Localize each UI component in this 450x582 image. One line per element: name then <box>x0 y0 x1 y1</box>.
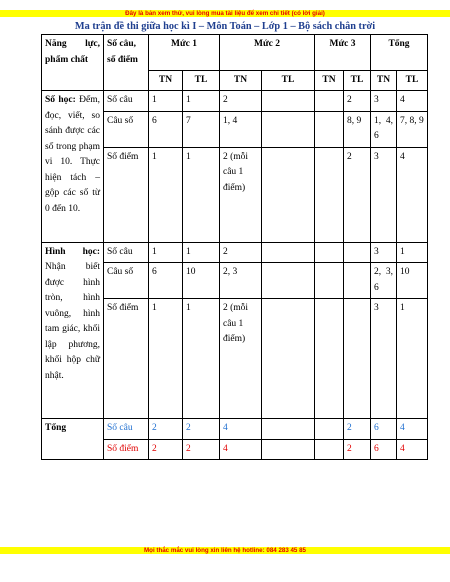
cell: 4 <box>220 439 262 460</box>
cell: 2 (mỗi câu 1 điểm) <box>220 147 262 242</box>
cell: 1 <box>149 242 183 263</box>
header-muc-3: Mức 3 <box>315 35 371 71</box>
cell: 2 (mỗi câu 1 điểm) <box>220 299 262 419</box>
header-tl: TL <box>397 70 428 91</box>
cell <box>262 419 315 440</box>
header-nang-luc: Năng lực, phẩm chất <box>42 35 104 71</box>
cell <box>344 242 371 263</box>
cell <box>315 91 344 112</box>
cell: 8, 9 <box>344 111 371 147</box>
cell: 4 <box>397 439 428 460</box>
header-tong: Tổng <box>371 35 428 71</box>
cell: 1 <box>397 242 428 263</box>
cell: 2 <box>183 439 220 460</box>
cell: 6 <box>371 439 397 460</box>
cell: 7 <box>183 111 220 147</box>
group-so-hoc-cell <box>42 91 104 243</box>
cell <box>262 147 315 242</box>
cell: 1 <box>183 91 220 112</box>
cell: 4 <box>220 419 262 440</box>
row-label: Số câu <box>104 419 149 440</box>
cell <box>262 111 315 147</box>
cell: 2 <box>344 439 371 460</box>
cell: 10 <box>183 263 220 299</box>
cell: 6 <box>149 111 183 147</box>
cell: 2, 3, 6 <box>371 263 397 299</box>
cell: 2 <box>344 147 371 242</box>
header-spacer <box>42 70 104 91</box>
cell: 4 <box>397 91 428 112</box>
cell: 2 <box>220 91 262 112</box>
row-label: Câu số <box>104 263 149 299</box>
cell <box>344 263 371 299</box>
group-title: Số học: <box>45 95 76 105</box>
header-so-cau-diem: Số câu, số điểm <box>104 35 149 71</box>
cell: 4 <box>397 147 428 242</box>
row-label: Số điểm <box>104 439 149 460</box>
group-title: Hình học: <box>45 246 100 257</box>
hotline-notice: Mọi thắc mắc vui lòng xin liên hệ hotline: 084 283 45 85 <box>0 547 450 554</box>
cell <box>262 91 315 112</box>
cell <box>315 419 344 440</box>
cell: 1 <box>183 299 220 419</box>
preview-notice: Đây là bản xem thử, vui lòng mua tài liệu để xem chi tiết (có lời giải) <box>0 10 450 17</box>
cell <box>315 299 344 419</box>
row-label: Số câu <box>104 91 149 112</box>
cell: 2 <box>183 419 220 440</box>
cell: 1 <box>149 91 183 112</box>
cell: 2 <box>344 419 371 440</box>
cell <box>262 263 315 299</box>
cell: 6 <box>149 263 183 299</box>
header-tl: TL <box>344 70 371 91</box>
cell: 2 <box>149 419 183 440</box>
cell <box>262 242 315 263</box>
row-label: Số điểm <box>104 147 149 242</box>
header-tl: TL <box>262 70 315 91</box>
header-spacer <box>104 70 149 91</box>
cell: 1 <box>183 242 220 263</box>
row-label: Số điểm <box>104 299 149 419</box>
cell: 1 <box>183 147 220 242</box>
group-hinh-hoc-cell <box>42 242 104 419</box>
cell: 1 <box>397 299 428 419</box>
cell <box>315 147 344 242</box>
cell: 1 <box>149 299 183 419</box>
cell: 3 <box>371 299 397 419</box>
cell <box>315 263 344 299</box>
header-tn: TN <box>371 70 397 91</box>
row-label: Số câu <box>104 242 149 263</box>
header-tn: TN <box>149 70 183 91</box>
cell <box>262 299 315 419</box>
header-muc-1: Mức 1 <box>149 35 220 71</box>
row-label: Câu số <box>104 111 149 147</box>
cell: 2 <box>344 91 371 112</box>
cell: 10 <box>397 263 428 299</box>
header-muc-2: Mức 2 <box>220 35 315 71</box>
total-title: Tổng <box>42 419 104 460</box>
cell: 3 <box>371 242 397 263</box>
group-desc: Đếm, đọc, viết, so sánh được các số trong phạm vi 10. Thực hiện tách – gộp các số từ 0 đến 10. <box>45 95 101 214</box>
cell <box>315 111 344 147</box>
cell <box>344 299 371 419</box>
cell: 2 <box>149 439 183 460</box>
cell <box>315 439 344 460</box>
cell: 2 <box>220 242 262 263</box>
cell <box>262 439 315 460</box>
cell: 2, 3 <box>220 263 262 299</box>
cell: 1, 4, 6 <box>371 111 397 147</box>
cell: 7, 8, 9 <box>397 111 428 147</box>
header-tl: TL <box>183 70 220 91</box>
cell: 1 <box>149 147 183 242</box>
cell: 3 <box>371 147 397 242</box>
exam-matrix-table <box>41 34 428 460</box>
header-tn: TN <box>315 70 344 91</box>
header-tn: TN <box>220 70 262 91</box>
cell: 3 <box>371 91 397 112</box>
group-desc: Nhận biết được hình tròn, hình vuông, hình tam giác, khối lập phương, khối hộp chữ nhật. <box>45 262 100 381</box>
cell: 4 <box>397 419 428 440</box>
document-title: Ma trận đề thi giữa học kì I – Môn Toán – Lớp 1 – Bộ sách chân trời <box>74 21 376 32</box>
cell <box>315 242 344 263</box>
cell: 6 <box>371 419 397 440</box>
cell: 1, 4 <box>220 111 262 147</box>
